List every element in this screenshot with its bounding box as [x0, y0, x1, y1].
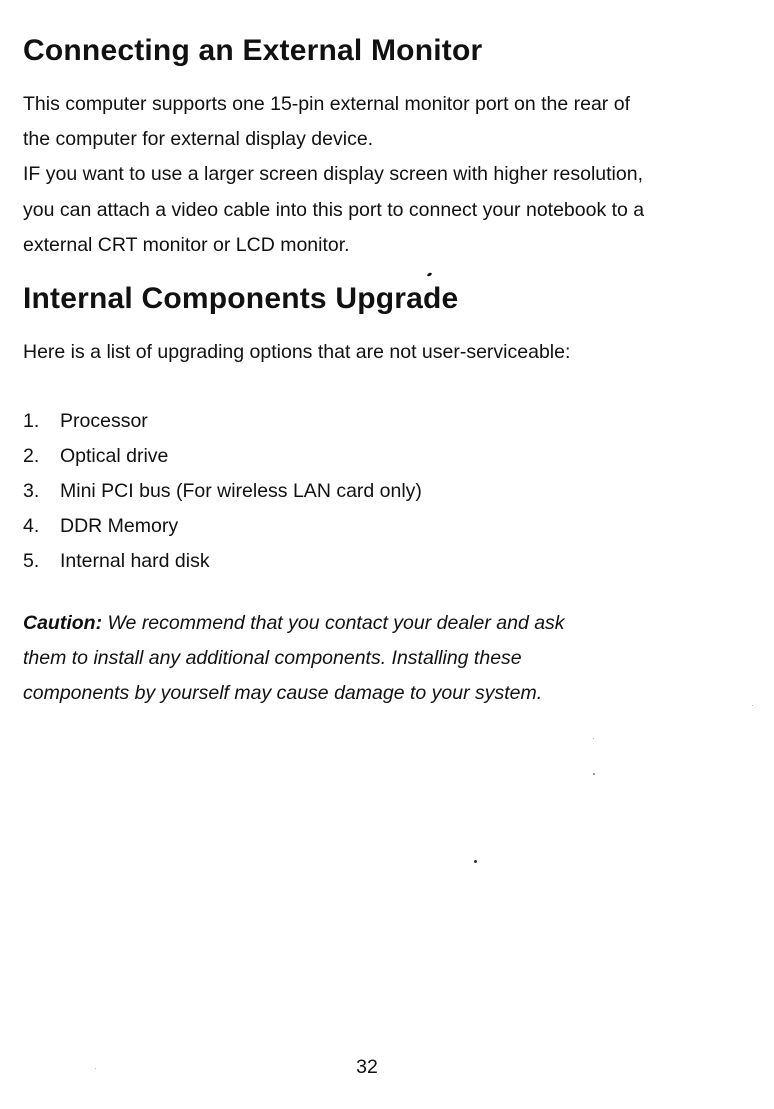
list-item-number: 2. — [23, 445, 40, 467]
list-item — [23, 544, 422, 579]
caution-line: them to install any additional components. Installing these — [23, 647, 522, 670]
list-item-label: Mini PCI bus (For wireless LAN card only) — [60, 480, 422, 502]
caution-note — [23, 606, 565, 712]
paragraph-line: Here is a list of upgrading options that are not user-serviceable: — [23, 341, 571, 363]
caution-line: components by yourself may cause damage to your system. — [23, 682, 543, 705]
external-monitor-paragraph — [23, 87, 753, 263]
paragraph-line: IF you want to use a larger screen display screen with higher resolution, — [23, 163, 643, 186]
scan-speck — [593, 773, 595, 775]
scan-speck — [427, 272, 433, 277]
scan-speck — [593, 738, 594, 739]
list-item-number: 5. — [23, 550, 40, 572]
paragraph-line: the computer for external display device. — [23, 128, 374, 151]
list-item-number: 4. — [23, 515, 40, 537]
caution-line — [23, 606, 565, 641]
list-item-label: Processor — [60, 410, 148, 432]
list-item — [23, 404, 422, 439]
paragraph-line: external CRT monitor or LCD monitor. — [23, 233, 350, 256]
upgrade-intro — [23, 335, 753, 370]
list-item-label: Optical drive — [60, 445, 169, 467]
list-item-number: 1. — [23, 410, 40, 432]
heading-internal-components: Internal Components Upgrade — [23, 282, 459, 315]
upgrade-options-list — [23, 404, 422, 579]
page-number: 32 — [356, 1056, 378, 1078]
paragraph-line: This computer supports one 15-pin external monitor port on the rear of — [23, 93, 630, 115]
scan-speck — [474, 860, 477, 863]
list-item — [23, 509, 422, 544]
list-item-label: Internal hard disk — [60, 550, 210, 572]
scan-speck — [95, 1068, 96, 1069]
list-item — [23, 439, 422, 474]
scan-speck — [752, 705, 753, 706]
list-item — [23, 474, 422, 509]
caution-label: Caution: — [23, 612, 103, 634]
paragraph-line: you can attach a video cable into this port to connect your notebook to a — [23, 198, 645, 221]
heading-external-monitor: Connecting an External Monitor — [23, 34, 483, 67]
caution-text: We recommend that you contact your dealer and ask — [107, 612, 565, 634]
list-item-label: DDR Memory — [60, 515, 179, 537]
list-item-number: 3. — [23, 480, 40, 502]
